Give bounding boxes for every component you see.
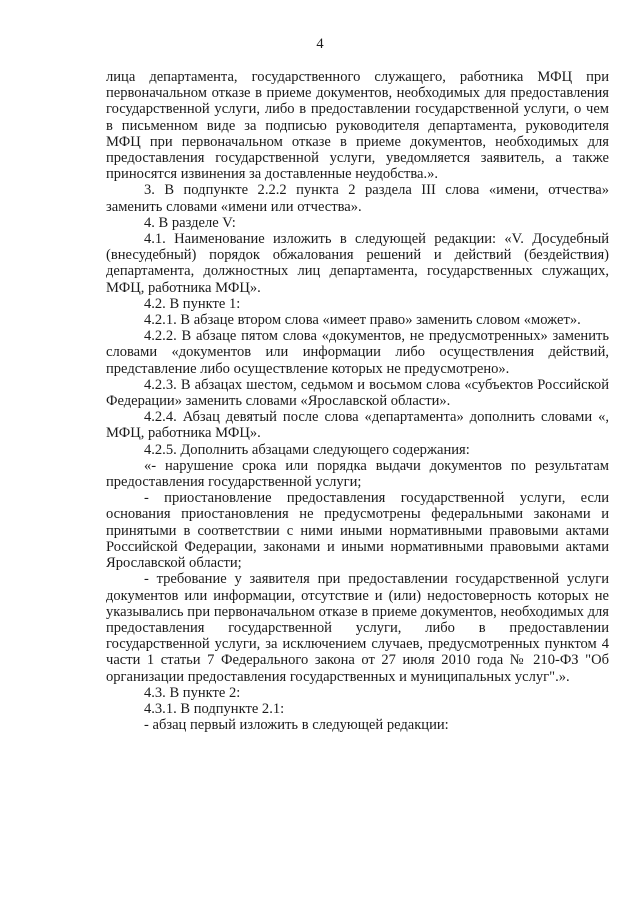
paragraph: - приостановление предоставления государственной услуги, если основания приостановления не предусмотрены федеральными законами и принятыми в соответствии с ними иными нормативными правовыми актами Российской Федерации, законами и иными нормативными правовыми актами Ярославской области; [106, 490, 609, 572]
paragraph: - требование у заявителя при предоставлении государственной услуги документов или информации, отсутствие и (или) недостоверность которых не указывались при первоначальном отказе в приеме документов, необходимых для предоставления государственной услуги, либо в предоставлении государственной услуги, за исключением случаев, предусмотренных пунктом 4 части 1 статьи 7 Федерального закона от 27 июля 2010 года № 210-ФЗ "Об организации предоставления государственных и муниципальных услуг".». [106, 571, 609, 685]
paragraph: 4. В разделе V: [144, 214, 236, 231]
paragraph: 4.2.5. Дополнить абзацами следующего содержания: [144, 441, 470, 458]
paragraph: 4.2.3. В абзацах шестом, седьмом и восьмом слова «субъектов Российской Федерации» заменить словами «Ярославской области». [106, 376, 609, 410]
paragraph-continuation: лица департамента, государственного служащего, работника МФЦ при первоначальном отказе в приеме документов, необходимых для предоставления государственной услуги, либо в предоставлении государственной услуги, о чем в письменном виде за подписью руководителя департамента, руководителя МФЦ при первоначальном отказе в приеме документов, необходимых для предоставления государственной услуги, уведомляется заявитель, а также приносятся извинения за доставленные неудобства.». [106, 69, 609, 183]
paragraph: 4.3.1. В подпункте 2.1: [144, 700, 285, 717]
paragraph: 3. В подпункте 2.2.2 пункта 2 раздела III слова «имени, отчества» заменить словами «имени или отчества». [106, 182, 609, 215]
paragraph: 4.2. В пункте 1: [144, 295, 241, 312]
paragraph: «- нарушение срока или порядка выдачи документов по результатам предоставления государственной услуги; [106, 457, 609, 491]
page-number: 4 [316, 36, 324, 52]
document-body [106, 69, 609, 733]
paragraph: 4.2.2. В абзаце пятом слова «документов, не предусмотренных» заменить словами «документов или информации либо осуществления действий, представление либо осуществление которых не предусмотрено». [106, 328, 609, 377]
paragraph: 4.1. Наименование изложить в следующей редакции: «V. Досудебный (внесудебный) порядок обжалования решений и действий (бездействия) департамента, должностных лиц департамента, государственных служащих, МФЦ, работника МФЦ». [106, 231, 609, 296]
paragraph: 4.3. В пункте 2: [144, 684, 241, 701]
paragraph: 4.2.1. В абзаце втором слова «имеет право» заменить словом «может». [144, 312, 581, 329]
paragraph: - абзац первый изложить в следующей редакции: [144, 717, 449, 734]
paragraph: 4.2.4. Абзац девятый после слова «департамента» дополнить словами «, МФЦ, работника МФЦ». [106, 409, 609, 442]
